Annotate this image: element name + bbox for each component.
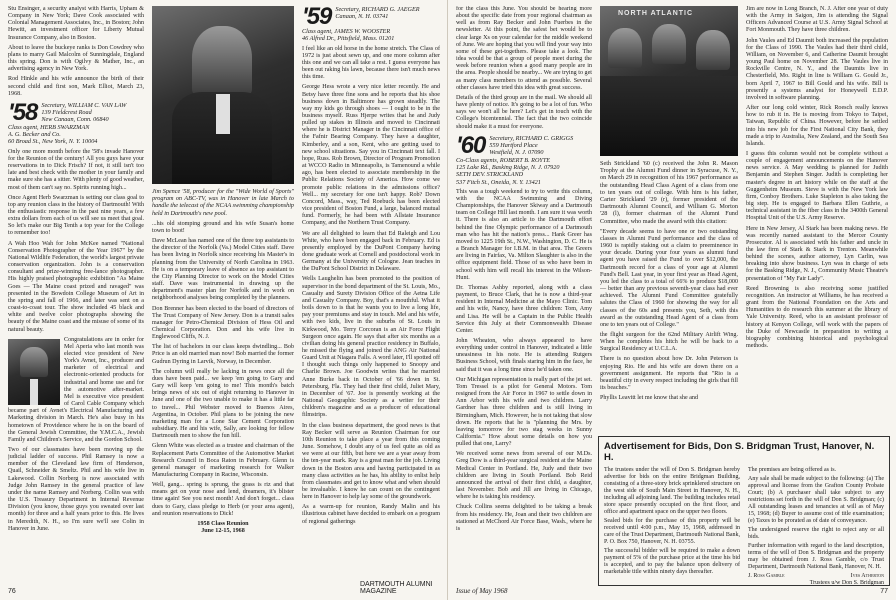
news-paragraph: ...his old stomping ground and his wife Susan's home town to boot! xyxy=(152,220,294,234)
news-paragraph: Here in New Jersey, Al Stark has been making news. He was recently named assistant to the Mercer County Prosecutor. Al is associated with his father and uncle in the law firm of Stark & Stark in Trenton. Meanwhile behind the scenes, author attorney, Lyn Carlin, was breaking into show business. Lyn was in charge of sets for the Basking Ridge, N. J., Community Music Theatre's presentation of "My Fair Lady". xyxy=(746,225,888,282)
agent-line: SETH DEV. STRICKLAND xyxy=(456,171,524,179)
news-paragraph: After our long cold winter, Rick Roesch really knows how to rub it in. He is moving from Tokyo to Taipei, Taiwan, Republic of China. However, before he settled into his new job for the First National City Bank, they made a trip to Australia, New Zealand, and the South Sea Islands. xyxy=(746,105,888,147)
news-paragraph: Once Agent Herb Swarzman is setting our class goal to top any reunion class in the history of Dartmouth! With the enthusiastic response in the past nine years, a few extra dollars from each of us will see us meet that goal. So let's make our Big Tenth a top year for the College to remember too! xyxy=(8,194,144,237)
advert-title: Advertisement for Bids, Don S. Bridgman Trust, Hanover, N. H. xyxy=(604,441,875,463)
reunion-notice xyxy=(152,521,294,535)
news-paragraph: Stu Ensinger, a security analyst with Harris, Upham & Company in New York; Dave Cook associated with Colonial Management Associates, Inc., in Boston; John Hewitt, an investment officer for Liberty Mutual Insurance Company, also in Boston. xyxy=(8,6,144,41)
news-paragraph: In the class business department, the good news is that Ray Becker will serve as Reunion Chairman for our 10th Reunion to take place a year from this coming June. Somehow, I doubt any of us feel quite as old as we were at our fifth, but here we are a year away from the ten-year mark. Ray is a great man for the job. Living down in the Boston area and having participated in as many class activities as he has, his ability to enlist help from classmates and get to know what and when should be invaluable. I know he can count on the contingent here in Hanover to help lay some of the groundwork. xyxy=(302,422,440,501)
news-paragraph: There is no question about how Dr. John Peterson is enjoying Rio. He and his wife are down there on a government assignment. He reports that "Rio is a beautiful city in every respect including the girls that fill its beaches." xyxy=(600,356,738,392)
news-paragraph: Chuck Collins seems delighted to be taking a break from his residency. He, Joan and their two children are stationed at McChord Air Force Base, Wash., where he is xyxy=(456,504,592,532)
photo-person-right xyxy=(696,30,730,70)
news-paragraph: About to leave the buckeye ranks is Don Cowdrey who plans to marry Gail Malcolm of Sunningdale, England this spring. Don is with Ogilvy & Mather, Inc., an advertising agency in New York. xyxy=(8,44,144,73)
trustee-role: Trustees u/w Don S. Bridgman xyxy=(809,580,884,586)
class-year: '59 xyxy=(302,6,332,30)
news-paragraph: Don Brenner has been elected to the board of directors of The Trust Company of New Jersey. Don is a transit sales manager for Petro-Chemical Division of Hess Oil and Chemical Corporation. Don and his wife live in Englewood Cliffs, N. J. xyxy=(152,305,294,341)
class-header-59 xyxy=(302,6,440,43)
agent-line: Class agent, HERB SWARZMAN xyxy=(8,123,90,131)
advert-paragraph: The successful bidder will be required to make a down payment of 5% of the purchase price at the time his bid is accepted, and to pay the balance upon delivery of marketable title within ninety days thereafter. xyxy=(604,548,740,575)
news-paragraph: Congratulations are in order for Mel Aperia who last month was elected vice president of New York's Avnet, Inc., producer and marketer of electrical and electronic-oriented products for industrial and home use and for the automotive after-market. Mel is executive vice president of Carol Cable Company which became part of Avnet's Electrical Manufacturing and Marketing division in March. He's also busy in his hometown of Providence where he is on the board of the General Jewish Committee, the Y.M.C.A., Jewish Family and Children's Service, and the Gordon School. xyxy=(8,336,144,443)
right-column-3 xyxy=(746,6,888,430)
news-paragraph: John Vaules and Ed Daumit both increased the population for the Class of 1990. The Vaules had their third child, William, on November 6, and Catherine Daumit brought young Paul home on November 28. The Vaules live in Rockville Centre, N. Y., and the Daumits live in Chesterfield, Mo. Right in line is William G. Gould Jr., born April 7, 1967 to Bill Gould and his wife. Bill is presently a systems analyst for Honeywell E.D.P. involved in software planning. xyxy=(746,37,888,101)
news-paragraph: We are all delighted to learn that Ed Raleigh and Lou White, who have been engaged back in February. Ed is presently employed by the DuPont Company having done graduate work at Cornell and postdoctoral work in Germany at the University of Cologne. Jean teaches in the DuPont School District in Delaware. xyxy=(302,230,440,273)
portrait-photo xyxy=(8,339,60,405)
news-paragraph: A Wah Hoo Wah for John McKee named "National Conservation Photographer of the Year 1967" by the National Wildlife Federation, the world's largest private conservation organization. John is a conservation consultant and prize-winning free-lance photographer. His highly praised photographic exhibition "As Maine Goes — The Maine coast prized and ravaged" was presented in the Bowdoin College Museum of Art in the spring and fall of 1966, and later was sent on a coast-to-coast tour. The show included 45 black and white and twelve color photographs showing the beauty of the Maine coast and the misuse of some of its natural beauty. xyxy=(8,240,144,333)
news-paragraph: The column will really be lacking in news once all the dues have been paid... we keep 'em going to Gary and Gary will keep 'em going to me! This month's batch brings news of six out of eight returning to Hanover in June and one of the two unable to make it has a little far to travel... Phil Webster moved to Buenos Aires, Argentina, in October. Phil plans to be joining the new marketing man for a Lone Star Cement Corporation subsidiary. He and his wife, Sally, are looking for fellow Dartmouth men to show the fun hill. xyxy=(152,368,294,440)
news-paragraph: Only one more month before the '58's invade Hanover for the Reunion of the century! All you guys have your reservations in to Dick Frisch? If not, it still isn't too late and best check with the mother in your family and make sure she has a sitter. With plenty of good weather, most of them can't say no. Spirits running high... xyxy=(8,148,144,191)
right-column-2 xyxy=(600,6,738,436)
jim-spence-photo xyxy=(152,6,294,184)
news-paragraph: Glenn White was elected as a trustee and chairman of the Replacement Parts Committee of the Automotive Market Research Council in Boca Raton in February. Glenn is general manager of marketing research for Walker Manufacturing Company in Racine, Wisconsin. xyxy=(152,443,294,478)
address-line: A. G. Becker and Co. xyxy=(8,131,61,139)
portrait-head xyxy=(20,347,48,377)
agent-line: Co-Class agents, ROBERT B. ROYTE xyxy=(456,156,551,164)
strickland-award-photo xyxy=(600,6,738,156)
address-line: 46 Alfred Dr., Pittsfield, Mass. 01201 xyxy=(302,35,395,43)
magazine-title-footer: DARTMOUTH ALUMNI MAGAZINE xyxy=(360,581,433,595)
news-paragraph: Details of the third group are in the mail. We should all have plenty of notice. It's going to be a lot of fun. Who says we won't all be here? Let's get in touch with the College's bicentennial. The fact that the two coincide should make it a must for everyone. xyxy=(456,94,592,130)
address-line: 125 Lake Rd., Basking Ridge, N. J. 07920 xyxy=(456,163,560,171)
class-year: '60 xyxy=(456,134,486,159)
right-column-1 xyxy=(456,6,592,584)
news-paragraph: I feel like an old horse in the home stretch. The Class of 1972 is just about sewn up, and one more column after this one and we can all take a rest. I guess everyone has been out raking his lawn, because there isn't much news this time. xyxy=(302,45,440,81)
address-line: Westfield, N. J. 07090 xyxy=(489,149,544,157)
secretary-line: Secretary, RICHARD C. GRIGGS xyxy=(489,134,574,142)
news-paragraph: Phyllis Leavitt let me know that she and xyxy=(600,395,698,402)
issue-footer: Issue of May 1968 xyxy=(456,587,508,595)
class-header-58 xyxy=(8,102,144,146)
news-paragraph: Reed Browning is also receiving some justified recognition. An instructor at Williams, he has received a grant from the National Foundation on the Arts and Humanities to do research this summer at the library of Yale University. Reed, who is an assistant professor of history at Kenyon College, will work with the papers of the Duke of Newcastle in preparation to writing a biography combining historical and psychological methods. xyxy=(746,285,888,350)
news-paragraph: Well, gang... spring is sprung, the grass is riz and that means get on your nose and lend, dreamers, it's blister time again! See you next month! And don't forget... class dues to Gary, class pledge to Herb (or your area agent), and reunion reservations to Dick! xyxy=(152,482,294,517)
advert-paragraph: The trustees under the will of Don S. Bridgman hereby advertise for bids on the entire Bridgman Building, consisting of a three-story brick sprinklered structure on the west side of South Main Street in Hanover, N. H., including all adjoining land. The building includes retail store space presently occupied on the first floor, and office and apartment space on the upper two floors. xyxy=(604,467,740,515)
news-paragraph: Wells Laughelin has been promoted to the position of supervisor in the bond department of the St. Louis, Mo., Casualty and Surety Division Office of the Aetna Life and Casualty Company. Boy, that's a mouthful. What it boils down to is that he wants you to live a long life, pay your premiums and stay in touch. Mel and his wife, with two kids, live in the suburbs of St. Louis in Kirkwood, Mo. Terry Corcoran is an Air Force Flight Surgeon once again. He says that after six months as a civilian doing his general practice residency in Buffalo, he missed the flying and joined the ANG Air National Guard Unit at Niagara Falls. A word later, I'll spotted off I thought such things only happened to Snoopy and Charlie Brown. Joe Goodwin writes that he married Anne Burke back in October of '66 down in St. Petersburg, Fla. They had their first child, Juliet Mary, in December of '67. Joe is presently working at the National Geographic Society as a writer for their children's magazine and as a producer of educational filmstrips. xyxy=(302,276,440,419)
photo-caption: Jim Spence '58, producer for the "Wide World of Sports" program on ABC-TV, was in Hanover in late March to handle the telecast of the NCAA swimming championship held in Dartmouth's new pool. xyxy=(152,188,294,217)
address-line: Canaan, N. H. 03741 xyxy=(335,13,389,21)
address-line: New Canaan, Conn. 06840 xyxy=(41,116,109,124)
left-column-2 xyxy=(152,6,294,584)
secretary-line: Secretary, RICHARD G. JAEGER xyxy=(335,6,420,13)
news-paragraph: George Hess wrote a very nice letter recently. He and Betsy have three fine sons and he reports that his shoe business down in Baltimore has grown steadily. The way my kids go through shoes — I ought to be in the business myself. Russ Hjerpe writes that he and Judy pulled up stakes in Illinois and moved to Cincinnati where he is District Manager in the Cincinnati office of the Fafnir Bearing Company. They have a daughter, Kimberley, and a son, Kent, who are getting used to new school situations. Say you in Cincinnati text fall. I hope, Russ. Rob Brown, Director of Program Promotion at WCCO Radio in Minneapolis, is Tamenound a while ago, has been elected to associate membership in the Public Relations Society of America. How come we promote public relations in the admissions office? Well... my secretary for one isn't happy. Rob? Down Concord, Mass., way, Ted Roebuck has been elected vice president of Boston Fund, a large, balanced mutual fund. Formerly, he had been with Allstate Insurance Company, and the Northern Trust Company. xyxy=(302,84,440,227)
page-number-right: 77 xyxy=(880,588,888,595)
portrait-shirt xyxy=(30,379,38,405)
photo-person-left xyxy=(608,28,642,68)
agent-line: Class agent, JAMES W. WOOSTER xyxy=(302,28,391,35)
news-paragraph: We received some news from several of our M.Ds. Greg Dow is a third-year surgical resident at the Maine Medical Center in Portland. He, Judy and their two children are living in South Portland. Bob Reid announced the arrival of their first child, a daughter, last November. Bob and Jill are living in Chicago, where he is taking his residency. xyxy=(456,451,592,501)
left-column-1 xyxy=(8,6,144,584)
news-paragraph: Two of our classmates have been moving up the judicial ladder of success. Phil Ramsey is now a member of the Cleveland law firm of Henderson, Quail, Schneider & Smeltz. Phil and his wife live in Lakewood. Collin Norberg is now associated with Judge John Ramsey in the general practice of law under the name Ramsey and Norberg. Collin was with the U.S. Treasury Department in Internal Revenue Division (you know, those guys you sweated over last month) for three and a half years prior to this. He lives in Meredith, N. H., so I'm sure we'll see Colin in Hanover in June. xyxy=(8,447,144,532)
news-paragraph: the flight surgeon for the 62nd Military Airlift Wing. When he completes his hitch he will be back to a Surgical Residency at U.C.L.A. xyxy=(600,332,738,353)
news-paragraph: Dave McLean has named one of the three top assistants to the director of the Norfolk (Va.) Model Cities staff. Dave has been living in Norfolk since receiving his Master's in planning from the University of North Carolina in 1963. He is on a temporary leave of absence as top assistant to the City Planning Director to work on the Model Cities staff. Dave was instrumental in drawing up the department's master plan for Norfolk and in work on neighborhood analyses being completed by the planners. xyxy=(152,238,294,302)
class-header-60 xyxy=(456,135,592,186)
award-citation: "Every decade seems to have one or two outstanding classes in Alumni Fund performance and the class of 1960 is rapidly staking out a claim to preeminence in your decade. During your four years as alumni fund agent you have raised the Fund to over $12,000, the Dartmouth record for a class of your age at Alumni Fund's Bell. Last year, in your first year as Head Agent, you led the class to a total of 66% to produce $18,000 — better than any previous seventh-year class had ever achieved. The Alumni Fund Committee gratefully salutes the Class of 1960 for showing the way for all classes of the 60s and presents you, Seth, with this award as the outstanding Head Agent of a class from one to ten years out of College." xyxy=(600,228,738,328)
reunion-title: 1958 Class Reunion xyxy=(197,520,249,527)
address-line: 139 Fieldcrest Road xyxy=(41,109,92,117)
photo-shirt xyxy=(216,94,230,134)
bids-advertisement xyxy=(598,436,890,586)
news-paragraph: Dr. Thomas Ashby reported, along with a class payment, to Bruce Clark, that he is now a third-year resident in Internal Medicine at the Mayo Clinic. Tom and his wife, Nancy, have three children: Tom, Amy and Lisa. He will be a Captain in the Public Health Service this July at their Commonwealth Disease Center. xyxy=(456,284,592,334)
photo-person-center xyxy=(652,24,686,64)
advert-paragraph: Further information with regard to the land description, terms of the will of Don S. Bridgman and the property may be obtained from J. Ross Gamble, c/o Trust Department, Dartmouth National Bank, Hanover, N. H. xyxy=(748,543,884,570)
news-paragraph: The list of bachelors in our class keeps dwindling... Bob Price is an old married man now! Bob married the former Gudrun Dyring in Larvik, Norway, in December. xyxy=(152,344,294,365)
address-line: 60 Broad St., New York, N. Y. 10004 xyxy=(8,138,98,146)
left-column-3 xyxy=(302,6,440,584)
photo-caption: Seth Strickland '60 (c) received the John R. Mason Trophy at the Alumni Fund dinner in Syracuse, N. Y., on March 29 in recognition of his 1967 performance as the outstanding Head Class Agent of a class from one to ten years out of college. With him is his father, Carter Strickland '29 (r), former president of the Dartmouth Alumni Council, and William G. Morton '28 (l), former chairman of the Alumni Fund Committee, who made the award with this citation: xyxy=(600,160,738,225)
advert-paragraph: The undersigned reserve the right to reject any or all bids. xyxy=(748,527,884,540)
advert-paragraph: Any sale shall be made subject to the following: (a) The approval and license from the Grafton County Probate Court; (b) A purchaser shall take subject to any restrictions set forth in the will of Don S. Bridgman; (c) All outstanding leases and tenancies at will as of May 15, 1968; (d) Buyer to assume cost of title examination; (e) Taxes to be prorated as of date of conveyance. xyxy=(748,476,884,524)
trustee-name: J. Ross Gamble xyxy=(748,573,785,579)
photo-sign-text: NORTH ATLANTIC xyxy=(618,10,694,17)
secretary-line: Secretary, WILLIAM C. VAN LAW xyxy=(41,101,127,109)
news-paragraph: I guess this column would not be complete without a couple of engagement announcements on the Hanover news service. A May wedding is planned for Judith Benjamin and Stephen Singer. Judith is completing her master's degree in art history while on the staff at the Guggenheim Museum. Steve is with the New York law firm, Conboy Brothers. Luke Stapleton is also taking the big step. He is engaged to Barbara Ellen Guthrie, a technical assistant in the fiber class in the 3400th General Hospital Unit of the U.S. Army Reserve. xyxy=(746,150,888,222)
advert-left-column xyxy=(604,467,740,587)
class-year: '58 xyxy=(8,101,38,126)
news-paragraph: Our Michigan representation is really part of the jet set. Tom Tressel is a pilot for General Motors. Tom resigned from the Air Force in 1967 to settle down in Ann Arbor with his wife and two children. Larry Gardner has three children and is still living in Birmingham, Mich. However, he is not taking that slow down. He reports that he is "planning the Mrs. by leaving tomorrow for two stag weeks in Sunny California." How about some details on how you pulled that one, Larry? xyxy=(456,376,592,448)
advert-right-column xyxy=(748,467,884,587)
advert-paragraph: The premises are being offered as is. xyxy=(748,467,837,473)
news-paragraph: Jim are now in Long Branch, N. J. After one year of duty with the Army in Saigon, Jim is attending the Signal Officers Advanced Course at U.S. Army Signal School at Fort Monmouth. They have three children. xyxy=(746,6,888,34)
photo-lower xyxy=(600,76,738,156)
news-paragraph: for the class this June. You should be hearing more about the specific date from your regional chairman as well as from Ray Becker and John Fuerbes in the newsletter. At this point, the safest bet would be to clear large Xs on your calendar for the middle weekend of June. We are hoping that you will find your way into some of these get-togethers. Please take a look. The idea would be that a group of people meet during the week before reunion when a good many people are in the area. People should be nearby... We are trying to get as many class members to attend as possible. Several other classes have tried this idea with great success. xyxy=(456,6,592,91)
address-line: 537 Fitch St., Oneida, N. Y. 13421 xyxy=(456,178,541,186)
news-paragraph: As a warm-up for reunion, Randy Malin and his illustrious cabinet have decided to embark on a program of regional gatherings xyxy=(302,504,440,525)
news-paragraph: Rod Hinkle and his wife announce the birth of their second child and first son, Mark Elliot, March 23, 1968. xyxy=(8,76,144,97)
news-paragraph: John Wheaton, who always appeared to have everything under control in Hanover, indicated a little uneasiness in his note. He is attending Rutgers Business School, with finals staring him in the face, he said that it was a long time since he'd taken one. xyxy=(456,337,592,373)
photo-head xyxy=(192,26,252,96)
advert-paragraph: Sealed bids for the purchase of this property will be received until 4:00 p.m., May 15, 1968, addressed in care of the Trust Department, Dartmouth National Bank, P. O. Box 750, Hanover, N. H. 03755. xyxy=(604,518,740,545)
reunion-dates: June 12-15, 1968 xyxy=(201,528,245,535)
address-line: 559 Hartford Place xyxy=(489,141,538,149)
page-number-left: 76 xyxy=(8,588,16,595)
trustee-name: Ives Atherton xyxy=(850,573,884,579)
news-paragraph: This was a tough weekend to try to write this column, with the NCAA Swimming and Diving Championships, the Hanover Skiway and a Dartmouth team on College Hill last month. I am sure it was worth it. There is also an article to the Dartmouth effort behind the fine Olympic performance of a Dartmouth man who has hit the nation's press... Hank Greer has moved to 1225 19th St., N.W., Washington, D. C. He is a Branch Manager for I.B.M. in that area. The Greers are living in Fairfax, Va. Milton Slaughter is also in the office equipment field. Those of us who have been in school with him will recall his interest in the Wilson-Hunt. xyxy=(456,188,592,281)
trustee-signatures xyxy=(748,573,884,580)
